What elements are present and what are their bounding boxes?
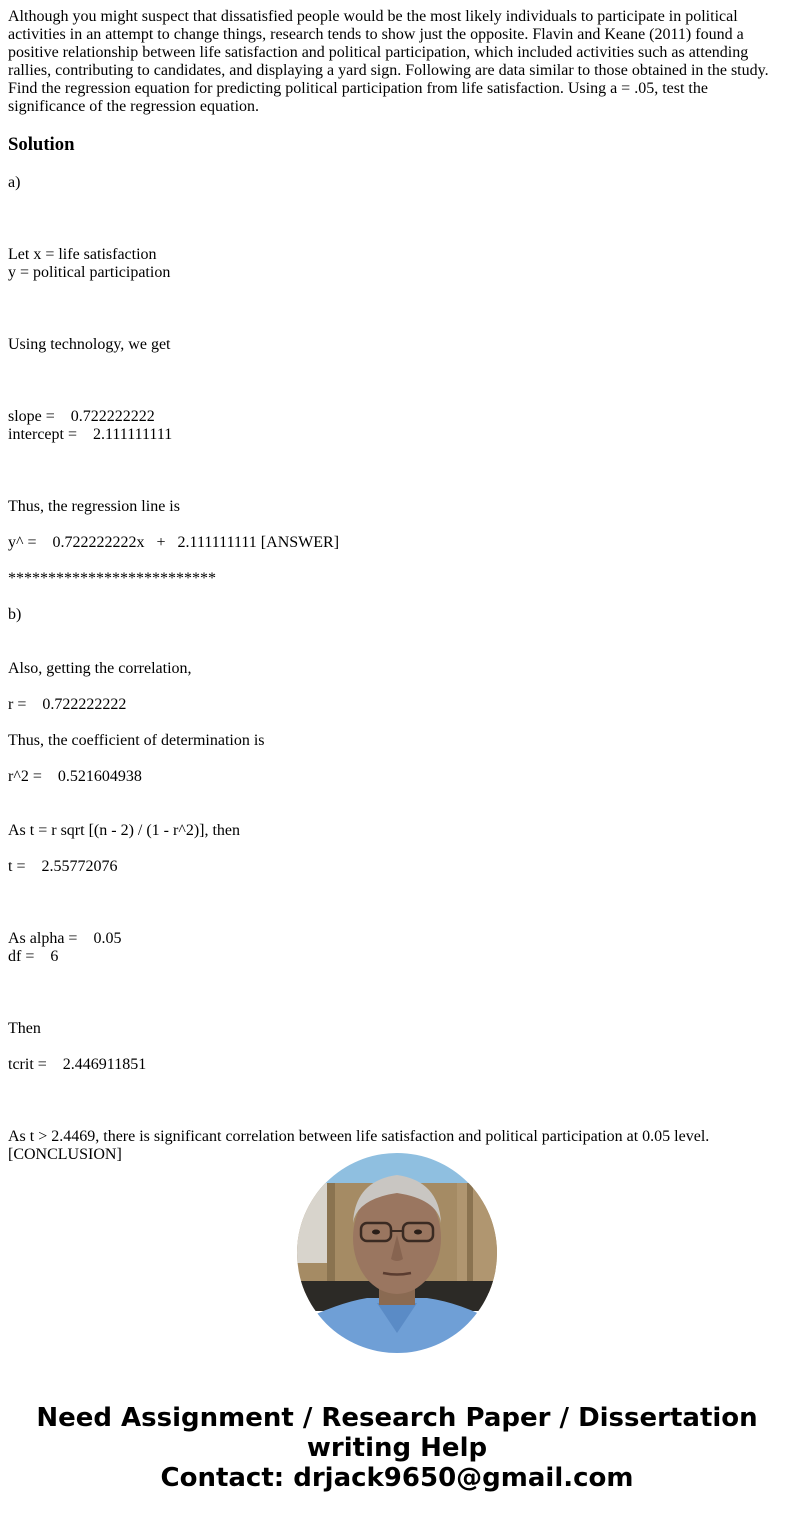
let-x: Let x = life satisfaction: [8, 246, 157, 263]
footer-line-2: writing Help: [306, 1433, 488, 1463]
spacer: [8, 642, 786, 660]
spacer: [8, 804, 786, 822]
footer-line-1: Need Assignment / Research Paper / Dissertation: [36, 1403, 758, 1433]
intercept-value: intercept = 2.111111111: [8, 426, 173, 443]
footer-contact: Contact: drjack9650@gmail.com: [160, 1463, 634, 1493]
variable-definitions: [8, 210, 786, 318]
avatar-photo: [297, 1153, 497, 1353]
test-parameters: [8, 894, 786, 1002]
slope-value: slope = 0.722222222: [8, 408, 155, 425]
document-body: [8, 8, 786, 1218]
t-formula: As t = r sqrt [(n - 2) / (1 - r^2)], then: [8, 822, 241, 839]
technology-note: Using technology, we get: [8, 336, 171, 353]
correlation-intro: Also, getting the correlation,: [8, 660, 192, 677]
df-value: df = 6: [8, 948, 59, 965]
conclusion-text: As t > 2.4469, there is significant correlation between life satisfaction and political participation at 0.05 level.: [8, 1128, 710, 1145]
let-y: y = political participation: [8, 264, 171, 281]
question-text: Although you might suspect that dissatisfied people would be the most likely individuals to participate in political activities in an attempt to change things, research tends to show just the opposite. Flavin and Keane (2011) found a positive relationship between life satisfaction and political participation, which included activities such as attending rallies, contributing to candidates, and displaying a yard sign. Following are data similar to those obtained in the study. Find the regression equation for predicting political participation from life satisfaction. Using a = .05, test the significance of the regression equation.: [8, 8, 773, 115]
t-value: t = 2.55772076: [8, 858, 118, 875]
footer-banner: [0, 1403, 794, 1493]
separator-line: **************************: [8, 570, 216, 587]
r-squared-value: r^2 = 0.521604938: [8, 768, 142, 785]
alpha-value: As alpha = 0.05: [8, 930, 122, 947]
regression-intro: Thus, the regression line is: [8, 498, 180, 515]
conclusion-tag: [CONCLUSION]: [8, 1146, 122, 1163]
r-value: r = 0.722222222: [8, 696, 127, 713]
regression-line: y^ = 0.722222222x + 2.111111111 [ANSWER]: [8, 534, 340, 551]
part-a-label: a): [8, 174, 21, 191]
solution-heading: Solution: [8, 134, 75, 155]
tcrit-value: tcrit = 2.446911851: [8, 1056, 147, 1073]
regression-coefficients: [8, 372, 786, 480]
determination-intro: Thus, the coefficient of determination is: [8, 732, 265, 749]
part-b-label: b): [8, 606, 22, 623]
avatar: [297, 1153, 497, 1353]
then-text: Then: [8, 1020, 41, 1037]
